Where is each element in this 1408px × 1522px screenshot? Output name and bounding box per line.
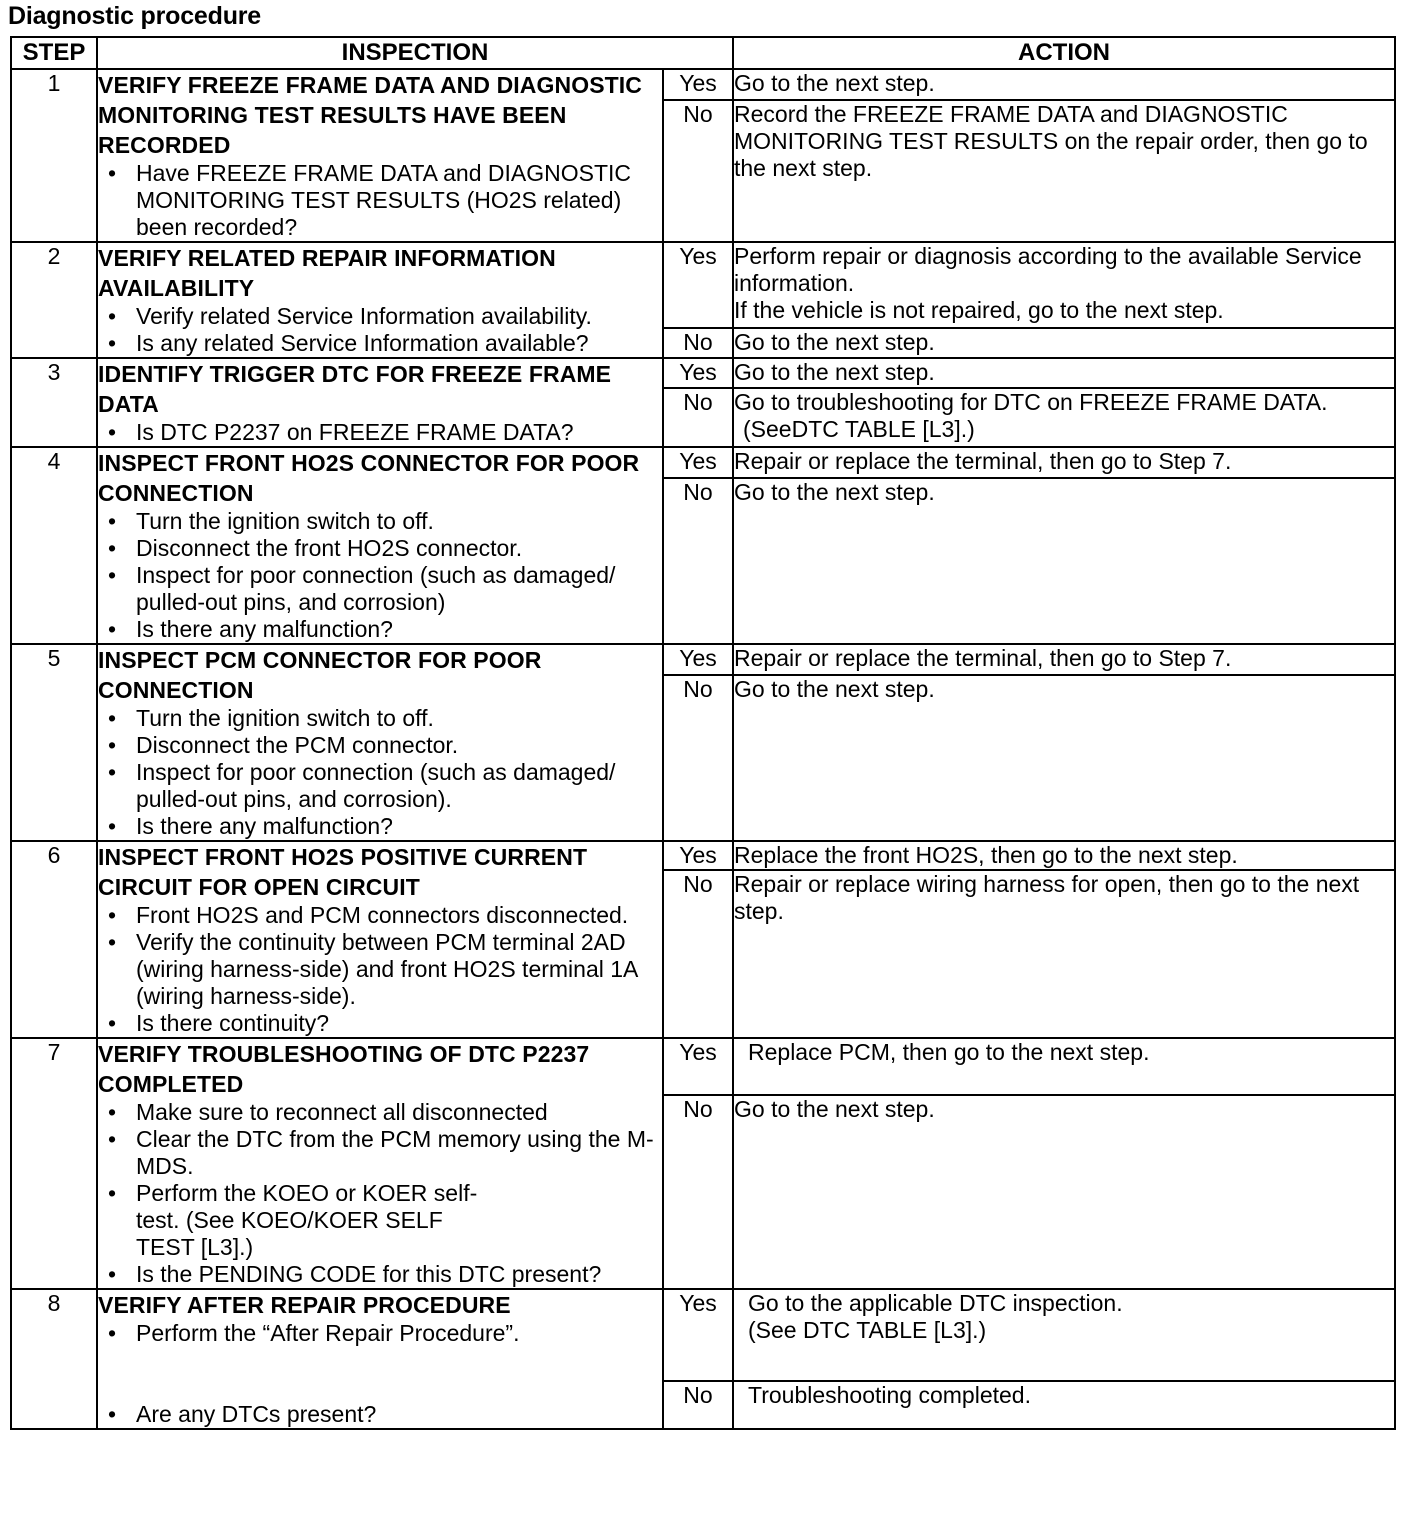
header-row: [11, 37, 1395, 69]
step-row-yes: [11, 841, 1395, 870]
step-row-yes: [11, 1038, 1395, 1095]
no-action: Go to the next step.: [733, 478, 1395, 644]
inspection-heading: INSPECT FRONT HO2S CONNECTOR FOR POOR CONNECTION: [98, 450, 640, 506]
inspection-bullet: • Disconnect the front HO2S connector.: [98, 535, 662, 562]
no-action: Go to the next step.: [733, 328, 1395, 358]
inspection-bullet: • Is DTC P2237 on FREEZE FRAME DATA?: [98, 419, 662, 446]
inspection-bullet: • Turn the ignition switch to off.: [98, 508, 662, 535]
inspection-bullet: • Is any related Service Information available?: [98, 330, 662, 357]
inspection-heading: IDENTIFY TRIGGER DTC FOR FREEZE FRAME DATA: [98, 361, 612, 417]
inspection-bullet: • Is there any malfunction?: [98, 616, 662, 643]
no-label: No: [663, 100, 733, 242]
no-action: Record the FREEZE FRAME DATA and DIAGNOSTIC MONITORING TEST RESULTS on the repair order, then go to the next step.: [733, 100, 1395, 242]
page-title: Diagnostic procedure: [8, 2, 261, 30]
no-action: Go to troubleshooting for DTC on FREEZE FRAME DATA. (SeeDTC TABLE [L3].): [733, 388, 1395, 447]
step-number: 2: [11, 242, 97, 358]
step-row-yes: [11, 447, 1395, 478]
no-label: No: [663, 1381, 733, 1429]
step-number: 6: [11, 841, 97, 1038]
step-row-yes: [11, 1289, 1395, 1381]
inspection-bullet: • Disconnect the PCM connector.: [98, 732, 662, 759]
inspection-cell: [97, 242, 663, 358]
inspection-bullet: • Perform the KOEO or KOER self-test. (See KOEO/KOER SELF TEST [L3].): [98, 1180, 662, 1261]
inspection-heading: INSPECT FRONT HO2S POSITIVE CURRENT CIRCUIT FOR OPEN CIRCUIT: [98, 844, 588, 900]
inspection-cell: [97, 1289, 663, 1429]
no-label: No: [663, 870, 733, 1038]
yes-action: Replace PCM, then go to the next step.: [733, 1038, 1395, 1095]
no-action: Troubleshooting completed.: [733, 1381, 1395, 1429]
step-number: 1: [11, 69, 97, 242]
inspection-bullet: • Verify the continuity between PCM terminal 2AD (wiring harness-side) and front HO2S terminal 1A (wiring harness-side).: [98, 929, 662, 1010]
yes-action: Replace the front HO2S, then go to the next step.: [733, 841, 1395, 870]
step-number: 5: [11, 644, 97, 841]
header-step: STEP: [11, 37, 97, 69]
yes-action: Go to the next step.: [733, 358, 1395, 388]
inspection-bullet: • Are any DTCs present?: [98, 1401, 662, 1428]
inspection-cell: [97, 358, 663, 447]
yes-action: Repair or replace the terminal, then go to Step 7.: [733, 644, 1395, 675]
inspection-bullet: • Is the PENDING CODE for this DTC present?: [98, 1261, 662, 1288]
header-inspection: INSPECTION: [97, 37, 733, 69]
inspection-bullet: • Inspect for poor connection (such as damaged/ pulled-out pins, and corrosion): [98, 562, 662, 616]
step-row-yes: [11, 644, 1395, 675]
no-action: Go to the next step.: [733, 1095, 1395, 1289]
step-row-yes: [11, 242, 1395, 328]
header-action: ACTION: [733, 37, 1395, 69]
inspection-heading: VERIFY TROUBLESHOOTING OF DTC P2237 COMPLETED: [98, 1041, 590, 1097]
inspection-cell: [97, 644, 663, 841]
step-number: 8: [11, 1289, 97, 1429]
yes-action: Repair or replace the terminal, then go to Step 7.: [733, 447, 1395, 478]
inspection-bullet: • Clear the DTC from the PCM memory using the M-MDS.: [98, 1126, 662, 1180]
yes-label: Yes: [663, 358, 733, 388]
inspection-bullet: • Verify related Service Information availability.: [98, 303, 662, 330]
yes-label: Yes: [663, 242, 733, 328]
inspection-bullet: • Have FREEZE FRAME DATA and DIAGNOSTIC MONITORING TEST RESULTS (HO2S related) been recorded?: [98, 160, 662, 241]
inspection-heading: VERIFY AFTER REPAIR PROCEDURE: [98, 1292, 511, 1318]
yes-label: Yes: [663, 69, 733, 100]
inspection-cell: [97, 447, 663, 644]
yes-label: Yes: [663, 841, 733, 870]
yes-label: Yes: [663, 644, 733, 675]
no-label: No: [663, 388, 733, 447]
diagnostic-table: [10, 36, 1396, 1430]
step-number: 7: [11, 1038, 97, 1289]
inspection-bullet: • Turn the ignition switch to off.: [98, 705, 662, 732]
bullet-spacer: [98, 1347, 662, 1401]
inspection-heading: VERIFY RELATED REPAIR INFORMATION AVAILABILITY: [98, 245, 556, 301]
step-number: 3: [11, 358, 97, 447]
inspection-bullet: • Make sure to reconnect all disconnected: [98, 1099, 662, 1126]
inspection-heading: INSPECT PCM CONNECTOR FOR POOR CONNECTION: [98, 647, 542, 703]
yes-label: Yes: [663, 1289, 733, 1381]
yes-action: Go to the next step.: [733, 69, 1395, 100]
inspection-bullet: • Is there continuity?: [98, 1010, 662, 1037]
step-row-yes: [11, 69, 1395, 100]
yes-action: Perform repair or diagnosis according to the available Service information. If the vehicle is not repaired, go to the next step.: [733, 242, 1395, 328]
no-action: Repair or replace wiring harness for open, then go to the next step.: [733, 870, 1395, 1038]
inspection-cell: [97, 69, 663, 242]
inspection-bullet: • Inspect for poor connection (such as damaged/ pulled-out pins, and corrosion).: [98, 759, 662, 813]
inspection-cell: [97, 841, 663, 1038]
inspection-bullet: • Is there any malfunction?: [98, 813, 662, 840]
inspection-heading: VERIFY FREEZE FRAME DATA AND DIAGNOSTIC MONITORING TEST RESULTS HAVE BEEN RECORDED: [98, 72, 642, 158]
yes-action: Go to the applicable DTC inspection. (See DTC TABLE [L3].): [733, 1289, 1395, 1381]
no-label: No: [663, 478, 733, 644]
no-label: No: [663, 1095, 733, 1289]
step-row-yes: [11, 358, 1395, 388]
inspection-bullet: • Front HO2S and PCM connectors disconnected.: [98, 902, 662, 929]
yes-label: Yes: [663, 447, 733, 478]
yes-label: Yes: [663, 1038, 733, 1095]
no-label: No: [663, 675, 733, 841]
inspection-cell: [97, 1038, 663, 1289]
no-label: No: [663, 328, 733, 358]
inspection-bullet: • Perform the “After Repair Procedure”.: [98, 1320, 662, 1347]
step-number: 4: [11, 447, 97, 644]
no-action: Go to the next step.: [733, 675, 1395, 841]
